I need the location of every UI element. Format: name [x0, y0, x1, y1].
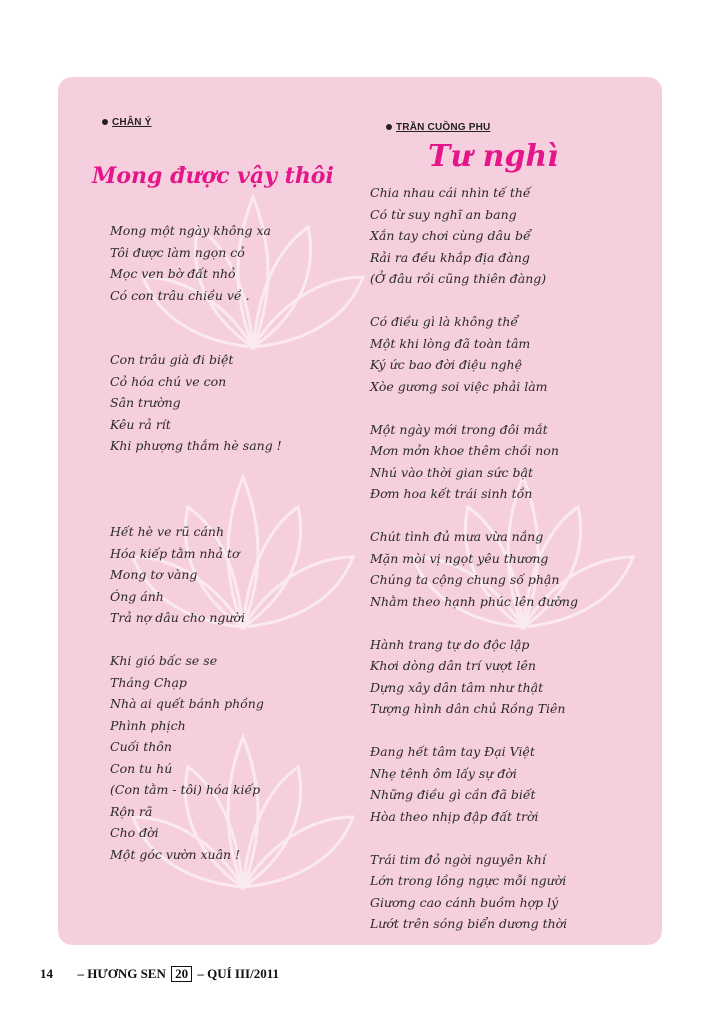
- right-author-name: TRẦN CUỒNG PHU: [396, 122, 491, 133]
- poem-line: Trái tim đỏ ngời nguyên khí: [370, 851, 546, 867]
- right-poem-title: Tư nghì: [428, 139, 559, 174]
- stanza-gap: [110, 629, 282, 651]
- poem-line: Khơi dòng dân trí vượt lên: [370, 658, 536, 673]
- page-footer: [40, 966, 279, 982]
- issue-period: – QUÍ III/2011: [197, 966, 279, 981]
- right-poem-author: [386, 122, 490, 133]
- poem-line: (Con tằm - tôi) hóa kiếp: [110, 782, 261, 797]
- stanza-gap: [370, 827, 578, 849]
- poem-line: Những điều gì cần đã biết: [370, 787, 536, 802]
- stanza-gap: [370, 720, 578, 742]
- bullet-icon: [386, 124, 392, 130]
- poem-line: Trả nợ dâu cho người: [110, 610, 245, 625]
- poem-line: Hòa theo nhịp đập đất trời: [370, 808, 539, 824]
- poem-line: Tháng Chạp: [110, 674, 187, 690]
- poem-line: Mong một ngày không xa: [110, 223, 271, 238]
- stanza-gap: [110, 306, 282, 328]
- left-poem-author: [102, 117, 152, 128]
- poem-line: Mặn mòi vị ngọt yêu thương: [370, 550, 549, 566]
- poem-line: (Ở đâu rồi cũng thiên đàng): [370, 271, 547, 286]
- poem-line: Lớn trong lồng ngực mỗi người: [370, 873, 567, 888]
- poem-line: Nhà ai quết bánh phồng: [110, 696, 264, 711]
- poem-line: Mơn mởn khoe thêm chồi non: [370, 443, 559, 458]
- stanza-gap: [110, 328, 282, 350]
- poem-line: Tôi được làm ngọn cỏ: [110, 244, 245, 260]
- poem-line: Chút tình đủ mưa vừa nắng: [370, 529, 544, 544]
- poem-line: Dựng xây dân tâm như thật: [370, 679, 544, 695]
- poem-line: Lướt trên sóng biển dương thời: [370, 916, 568, 931]
- issue-number-box: 20: [171, 966, 192, 982]
- poem-line: Khi phượng thắm hè sang !: [110, 438, 282, 453]
- poem-line: Con trâu già đi biệt: [110, 352, 234, 367]
- magazine-name: – HƯƠNG SEN: [77, 966, 166, 981]
- poem-line: Một ngày mới trong đôi mắt: [370, 421, 548, 437]
- poem-line: Rộn rã: [110, 803, 153, 819]
- left-author-name: CHÂN Ý: [112, 117, 152, 128]
- poem-line: Xắn tay chơi cùng dâu bể: [370, 228, 531, 243]
- poem-line: Phình phịch: [110, 717, 186, 733]
- poem-line: Kêu rả rít: [110, 416, 171, 432]
- stanza-gap: [370, 505, 578, 527]
- poem-line: Sân trường: [110, 395, 181, 410]
- bullet-icon: [102, 119, 108, 125]
- poem-line: Một góc vườn xuân !: [110, 846, 241, 862]
- poem-line: Cỏ hóa chú ve con: [110, 373, 227, 389]
- poem-line: Một khi lòng đã toàn tâm: [370, 335, 531, 351]
- stanza-gap: [370, 397, 578, 419]
- poem-line: Cuối thôn: [110, 739, 172, 754]
- poem-line: Nhằm theo hạnh phúc lên đường: [370, 593, 578, 609]
- poem-line: Nhẹ tênh ôm lấy sự đời: [370, 765, 517, 781]
- poem-line: Có điều gì là không thể: [370, 314, 519, 329]
- poem-line: Hành trang tự do độc lập: [370, 636, 530, 652]
- poem-line: Khi gió bấc se se: [110, 653, 218, 668]
- poem-line: Rải ra đều khắp địa đàng: [370, 249, 530, 265]
- left-poem-title: Mong được vậy thôi: [92, 163, 334, 189]
- poem-line: Nhú vào thời gian sức bật: [370, 464, 533, 480]
- poem-line: Óng ánh: [110, 588, 164, 604]
- stanza-gap: [370, 612, 578, 634]
- page-number: 14: [40, 966, 53, 981]
- stanza-gap: [110, 457, 282, 479]
- poem-line: Ký ức bao đời điệu nghệ: [370, 357, 522, 372]
- poem-line: Hết hè ve rũ cánh: [110, 524, 224, 539]
- stanza-gap: [370, 290, 578, 312]
- poem-line: Mong tơ vàng: [110, 567, 198, 582]
- right-poem-body: [370, 182, 578, 935]
- poem-line: Mọc ven bờ đất nhỏ: [110, 266, 236, 281]
- poem-line: Tượng hình dân chủ Rồng Tiên: [370, 701, 566, 716]
- poem-line: Chia nhau cái nhìn tế thế: [370, 185, 531, 200]
- poem-line: Đơm hoa kết trái sinh tồn: [370, 486, 533, 501]
- left-poem-body: [110, 220, 282, 865]
- poem-line: Hóa kiếp tằm nhả tơ: [110, 545, 240, 561]
- poem-line: Có từ suy nghĩ an bang: [370, 206, 517, 222]
- poem-line: Xòe gương soi việc phải làm: [370, 378, 548, 394]
- poem-line: Có con trâu chiều về .: [110, 287, 250, 303]
- poem-line: Con tu hú: [110, 760, 173, 776]
- poem-line: Giương cao cánh buồm hợp lý: [370, 894, 559, 910]
- poem-line: Cho đời: [110, 825, 159, 840]
- stanza-gap: [110, 478, 282, 500]
- stanza-gap: [110, 500, 282, 522]
- poem-line: Đang hết tâm tay Đại Việt: [370, 744, 535, 759]
- poem-line: Chúng ta cộng chung số phận: [370, 572, 560, 587]
